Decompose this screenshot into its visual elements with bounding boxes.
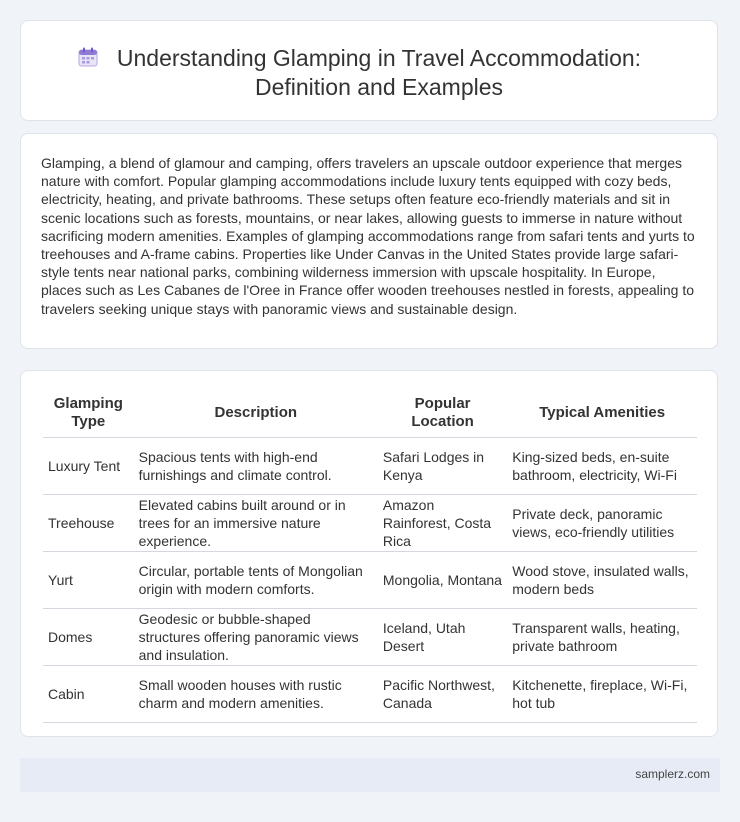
cell-type: Yurt bbox=[43, 552, 134, 609]
cell-type: Treehouse bbox=[43, 495, 134, 552]
cell-location: Mongolia, Montana bbox=[378, 552, 507, 609]
intro-card bbox=[20, 133, 718, 349]
cell-type: Domes bbox=[43, 609, 134, 666]
cell-description: Elevated cabins built around or in trees for an immersive nature experience. bbox=[134, 495, 378, 552]
table-header-row bbox=[43, 389, 697, 438]
table-row bbox=[43, 495, 697, 552]
cell-description: Spacious tents with high-end furnishings and climate control. bbox=[134, 438, 378, 495]
cell-description: Circular, portable tents of Mongolian origin with modern comforts. bbox=[134, 552, 378, 609]
cell-amenities: Private deck, panoramic views, eco-friendly utilities bbox=[507, 495, 697, 552]
cell-location: Pacific Northwest, Canada bbox=[378, 666, 507, 723]
cell-amenities: Wood stove, insulated walls, modern beds bbox=[507, 552, 697, 609]
header-card bbox=[20, 20, 718, 121]
cell-amenities: Kitchenette, fireplace, Wi-Fi, hot tub bbox=[507, 666, 697, 723]
column-header-amenities: Typical Amenities bbox=[507, 389, 697, 438]
page-title: Understanding Glamping in Travel Accommodation: Definition and Examples bbox=[116, 45, 642, 100]
cell-location: Amazon Rainforest, Costa Rica bbox=[378, 495, 507, 552]
cell-description: Geodesic or bubble-shaped structures offering panoramic views and insulation. bbox=[134, 609, 378, 666]
cell-location: Safari Lodges in Kenya bbox=[378, 438, 507, 495]
column-header-type: Glamping Type bbox=[43, 389, 134, 438]
table-card bbox=[20, 370, 718, 737]
footer-bar bbox=[20, 758, 720, 792]
column-header-description: Description bbox=[134, 389, 378, 438]
cell-amenities: Transparent walls, heating, private bathroom bbox=[507, 609, 697, 666]
cell-description: Small wooden houses with rustic charm and modern amenities. bbox=[134, 666, 378, 723]
cell-type: Cabin bbox=[43, 666, 134, 723]
table-row bbox=[43, 609, 697, 666]
table-row bbox=[43, 666, 697, 723]
footer-site-link[interactable]: samplerz.com bbox=[635, 767, 710, 781]
cell-type: Luxury Tent bbox=[43, 438, 134, 495]
cell-location: Iceland, Utah Desert bbox=[378, 609, 507, 666]
cell-amenities: King-sized beds, en-suite bathroom, electricity, Wi-Fi bbox=[507, 438, 697, 495]
column-header-location: Popular Location bbox=[378, 389, 507, 438]
table-row bbox=[43, 552, 697, 609]
table-row bbox=[43, 438, 697, 495]
intro-paragraph: Glamping, a blend of glamour and camping, offers travelers an upscale outdoor experience that merges nature with comfort. Popular glamping accommodations include luxury tents equipped with cozy beds, electricity, heating, and private bathrooms. These setups often feature eco-friendly materials and sit in scenic locations such as forests, mountains, or near lakes, allowing guests to immerse in nature without sacrificing modern amenities. Examples of glamping accommodations range from safari tents and yurts to treehouses and A-frame cabins. Properties like Under Canvas in the United States provide large safari-style tents near national parks, combining wilderness immersion with upscale hospitality. In Europe, places such as Les Cabanes de l'Oree in France offer wooden treehouses nestled in forests, appealing to travelers seeking unique stays with panoramic views and sustainable design. bbox=[41, 155, 695, 317]
glamping-table bbox=[43, 389, 697, 723]
